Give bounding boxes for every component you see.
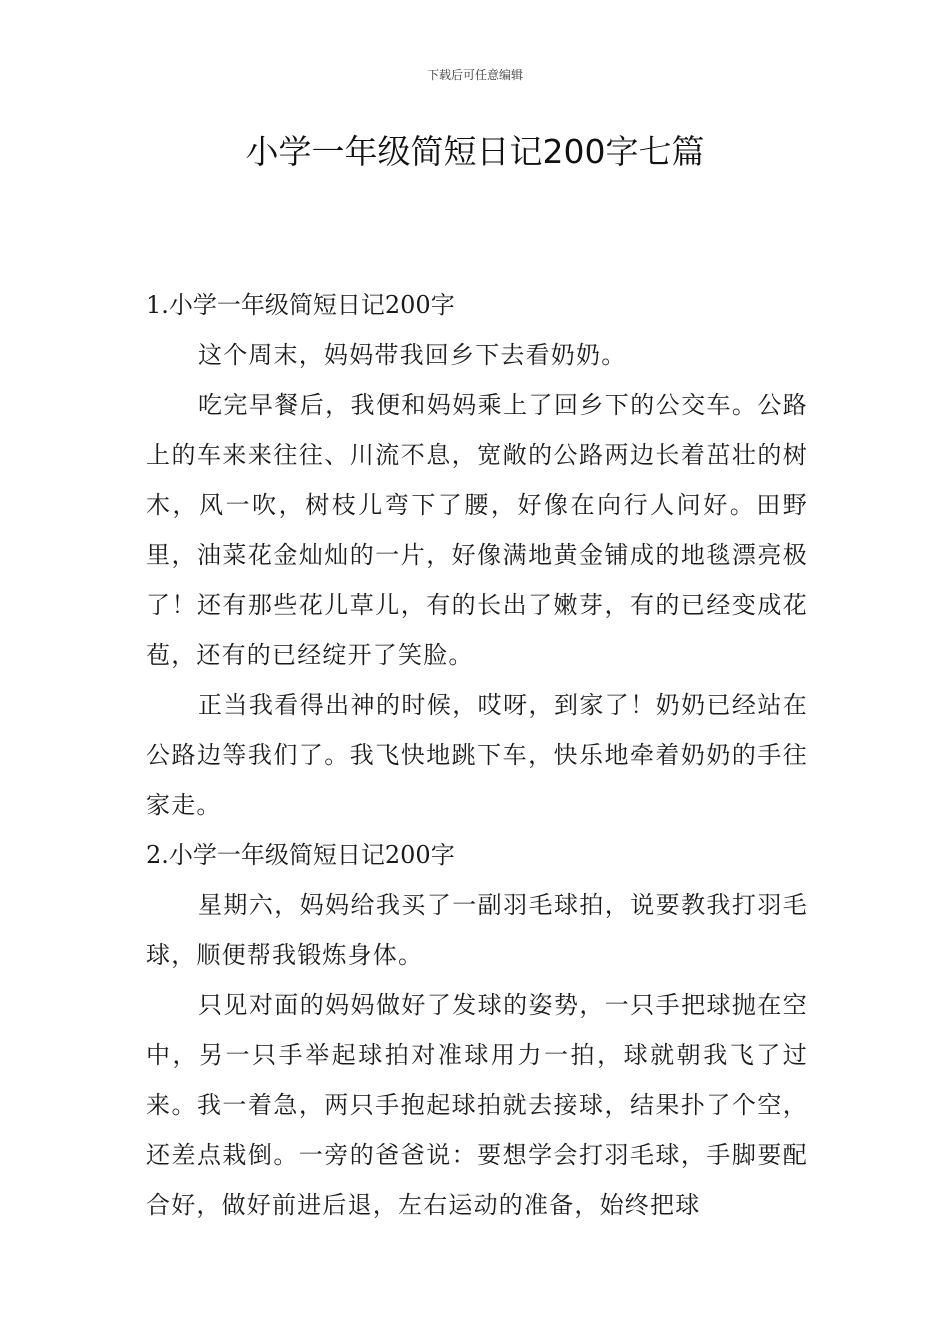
document-body: [146, 280, 808, 1230]
section-heading: 1.小学一年级简短日记200字: [146, 291, 455, 319]
header-note: 下载后可任意编辑: [426, 68, 523, 82]
paragraph: 只见对面的妈妈做好了发球的姿势，一只手把球抛在空中，另一只手举起球拍对准球用力一拍，球就朝我飞了过来。我一着急，两只手抱起球拍就去接球，结果扑了个空，还差点栽倒。一旁的爸爸说：要想学会打羽毛球，手脚要配合好，做好前进后退，左右运动的准备，始终把球: [146, 991, 808, 1219]
page-title: 小学一年级简短日记200字七篇: [245, 132, 705, 171]
paragraph: 正当我看得出神的时候，哎呀，到家了！奶奶已经站在公路边等我们了。我飞快地跳下车，快乐地牵着奶奶的手往家走。: [146, 691, 808, 819]
paragraph: 吃完早餐后，我便和妈妈乘上了回乡下的公交车。公路上的车来来往往、川流不息，宽敞的公路两边长着茁壮的树木，风一吹，树枝儿弯下了腰，好像在向行人问好。田野里，油菜花金灿灿的一片，好像满地黄金铺成的地毯漂亮极了！还有那些花儿草儿，有的长出了嫩芽，有的已经变成花苞，还有的已经绽开了笑脸。: [146, 391, 808, 669]
section-heading: 2.小学一年级简短日记200字: [146, 841, 455, 869]
paragraph: 星期六，妈妈给我买了一副羽毛球拍，说要教我打羽毛球，顺便帮我锻炼身体。: [146, 891, 808, 969]
paragraph: 这个周末，妈妈带我回乡下去看奶奶。: [198, 341, 627, 369]
